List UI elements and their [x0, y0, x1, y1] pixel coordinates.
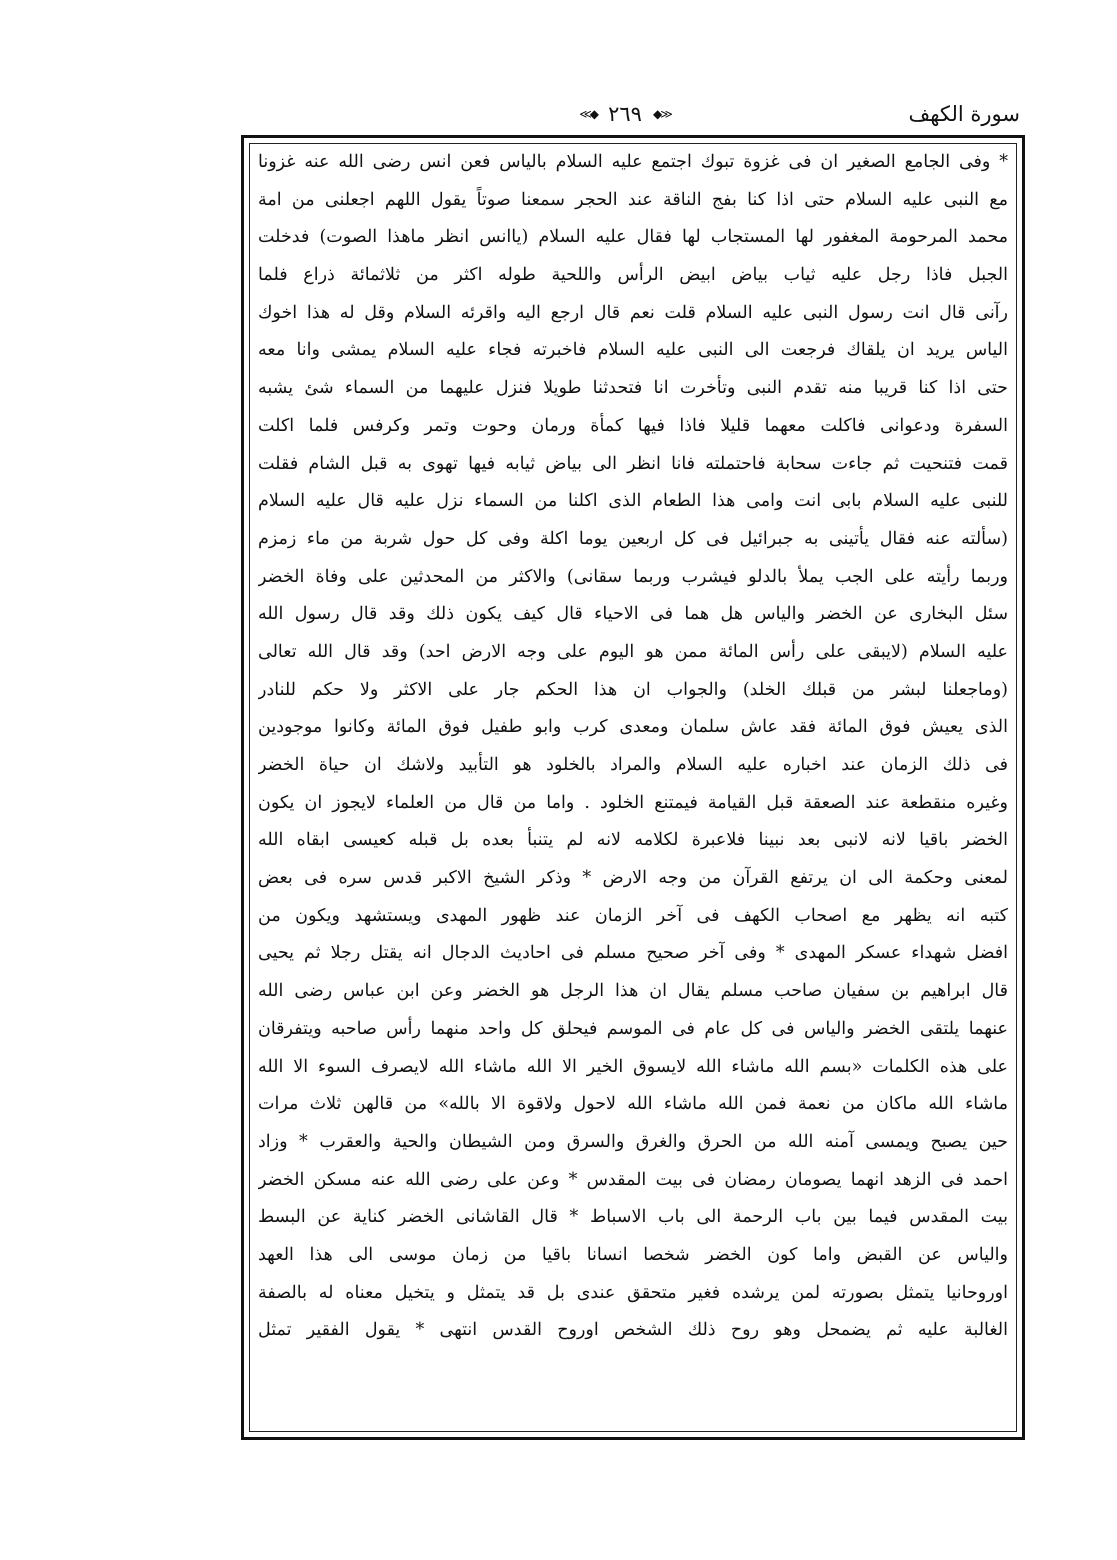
text-line: افضل شهداء عسكر المهدى * وفى آخر صحيح مسلم فى احاديث الدجال انه يقتل رجلا ثم يحيى	[258, 943, 1008, 964]
text-line: سئل البخارى عن الخضر والياس هل هما فى الاحياء قال كيف يكون ذلك وقد قال رسول الله	[258, 604, 1008, 625]
text-line: السفرة ودعوانى فاكلت معهما قليلا فاذا فيها كمأة ورمان وحوت وتمر وكرفس فلما اكلت	[258, 415, 1008, 436]
text-line: فى ذلك الزمان عند اخباره عليه السلام والمراد بالخلود هو التأبيد ولاشك ان حياة الخضر	[258, 755, 1008, 775]
text-line: احمد فى الزهد انهما يصومان رمضان فى بيت المقدس * وعن على رضى الله عنه مسكن الخضر	[258, 1169, 1008, 1190]
text-line: محمد المرحومة المغفور لها المستجاب لها فقال عليه السلام (ياانس انظر ماهذا الصوت) فدخلت	[258, 227, 1008, 248]
text-line: وربما رأيته على الجب يملأ بالدلو فيشرب وربما سقانى) والاكثر من المحدثين على وفاة الخضر	[258, 566, 1008, 587]
ornament-right-icon: ◆≫	[653, 107, 671, 121]
ornament-left-icon: ≪◆	[579, 107, 597, 121]
text-line: عنهما يلتقى الخضر والياس فى كل عام فى الموسم فيحلق كل واحد منهما رأس صاحبه ويتفرقان	[258, 1018, 1008, 1039]
text-line: * وفى الجامع الصغير ان فى غزوة تبوك اجتمع عليه السلام بالياس فعن انس رضى الله عنه غزونا	[258, 152, 1008, 172]
text-line: حين يصبح ويمسى آمنه الله من الحرق والغرق والسرق ومن الشيطان والحية والعقرب * وزاد	[258, 1131, 1008, 1152]
text-line: الياس يريد ان يلقاك فرجعت الى النبى عليه السلام فاخبرته فجاء عليه السلام يمشى وانا معه	[258, 340, 1008, 361]
text-line: الغالبة عليه ثم يضمحل وهو روح ذلك الشخص اوروح القدس انتهى * يقول الفقير تمثل	[258, 1320, 1008, 1341]
text-body	[258, 144, 1008, 1350]
text-line: على هذه الكلمات «بسم الله ماشاء الله لايسوق الخير الا الله ماشاء الله لايصرف السوء الا الله	[258, 1056, 1008, 1077]
text-line: عليه السلام (لايبقى على رأس المائة ممن هو اليوم على وجه الارض احد) وقد قال الله تعالى	[258, 641, 1008, 662]
text-line: بيت المقدس فيما بين باب الرحمة الى باب الاسباط * قال القاشانى الخضر كناية عن البسط	[258, 1207, 1008, 1228]
text-line: قال ابراهيم بن سفيان صاحب مسلم يقال ان هذا الرجل هو الخضر وعن ابن عباس رضى الله	[258, 981, 1008, 1002]
text-line: الجبل فاذا رجل عليه ثياب بياض ابيض الرأس واللحية طوله اكثر من ثلاثمائة ذراع فلما	[258, 265, 1008, 286]
text-line: لمعنى وحكمة الى ان يرتفع القرآن من وجه الارض * وذكر الشيخ الاكبر قدس سره فى بعض	[258, 868, 1008, 889]
text-line: قمت فتنحيت ثم جاءت سحابة فاحتملته فانا انظر الى بياض ثيابه فيها تهوى به قبل الشام فقلت	[258, 453, 1008, 474]
text-line: حتى اذا كنا قريبا منه تقدم النبى وتأخرت انا فتحدثنا طويلا فنزل عليهما من السماء شئ يشبه	[258, 378, 1008, 399]
text-line: والياس عن القبض واما كون الخضر شخصا انسانا باقيا من زمان موسى الى هذا العهد	[258, 1244, 1008, 1265]
page-number-group	[550, 100, 700, 128]
surah-title: سورة الكهف	[908, 102, 1020, 126]
text-line: الخضر باقيا لانه لانبى بعد نبينا فلاعبرة لكلامه لانه لم يتنبأ بعده بل قبله كعيسى ابقاه الله	[258, 830, 1008, 851]
text-line: (وماجعلنا لبشر من قبلك الخلد) والجواب ان هذا الحكم جار على الاكثر ولا حكم للنادر	[258, 679, 1008, 700]
text-line: اوروحانيا يتمثل بصورته لمن يرشده فغير متحقق عندى بل قد يتمثل و يتخيل معناه له بالصفة	[258, 1282, 1008, 1303]
text-line: كتبه انه يظهر مع اصحاب الكهف فى آخر الزمان عند ظهور المهدى ويستشهد ويكون من	[258, 905, 1008, 926]
text-line: للنبى عليه السلام بابى انت وامى هذا الطعام الذى اكلنا من السماء نزل عليه قال عليه السلام	[258, 491, 1008, 512]
page-number: ٢٦٩	[608, 102, 642, 126]
page-frame	[241, 135, 1025, 1440]
text-line: وغيره منقطعة عند الصعقة قبل القيامة فيمتنع الخلود . واما من قال من العلماء لايجوز ان يكون	[258, 792, 1008, 813]
text-line: (سألته عنه فقال يأتينى به جبرائيل فى كل اربعين يوما اكلة وفى كل حول شربة من ماء زمزم	[258, 528, 1008, 549]
text-line: ماشاء الله ماكان من نعمة فمن الله ماشاء الله لاحول ولاقوة الا بالله» من قالهن ثلاث مرات	[258, 1094, 1008, 1115]
text-line: مع النبى عليه السلام حتى اذا كنا بفج الناقة عند الحجر سمعنا صوتاً يقول اللهم اجعلنى من امة	[258, 189, 1008, 210]
text-line: رآنى قال انت رسول النبى عليه السلام قلت نعم قال ارجع اليه واقرئه السلام وقل له هذا اخوك	[258, 302, 1008, 323]
text-line: الذى يعيش فوق المائة فقد عاش سلمان ومعدى كرب وابو طفيل فوق المائة وكانوا موجودين	[258, 717, 1008, 738]
page-header	[250, 100, 1020, 132]
